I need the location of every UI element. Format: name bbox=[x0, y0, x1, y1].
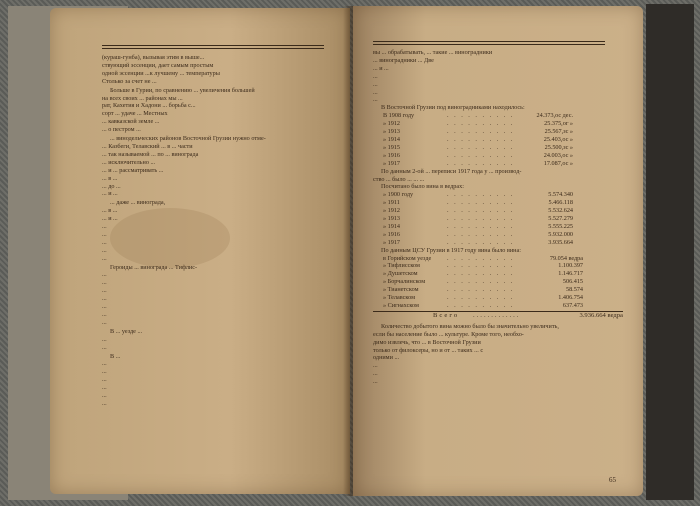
right-text-line: ство ... было ... ... ... bbox=[373, 175, 425, 183]
left-page bbox=[50, 8, 350, 494]
right-text-line: ... bbox=[373, 80, 378, 88]
row-leader-dots: . . . . . . . . . . bbox=[447, 302, 515, 309]
right-text-line: ... bbox=[373, 378, 378, 386]
row-value: 1.100.397 bbox=[558, 262, 583, 270]
left-text-line: ... в ... bbox=[102, 207, 118, 215]
row-label: » 1900 году bbox=[383, 191, 414, 199]
left-text-line: ... о пестром ... bbox=[102, 126, 141, 134]
left-text-line: рат, Кахетия и Хадони ... борьба с... bbox=[102, 102, 196, 110]
left-text-line: ... bbox=[102, 399, 107, 407]
table3-caption: По данным ЦСУ Грузии в 1917 году вина было вина: bbox=[381, 246, 521, 254]
header-rule-thin bbox=[102, 48, 324, 49]
left-text-line: Столько за счет не ... bbox=[102, 77, 157, 85]
right-text-line: одними ... bbox=[373, 354, 400, 362]
left-text-line: ... даже ... винограда, bbox=[110, 199, 166, 207]
row-leader-dots: . . . . . . . . . . bbox=[447, 135, 515, 143]
header-rule bbox=[102, 45, 324, 46]
row-label: » Сигнахском bbox=[383, 302, 419, 309]
left-text-line: ... bbox=[102, 376, 107, 384]
table-row bbox=[383, 302, 583, 310]
left-paragraph bbox=[102, 135, 326, 198]
left-text-line: ... и ... bbox=[102, 215, 118, 223]
left-text-line: ... кавказской земле ... bbox=[102, 118, 160, 126]
table-row bbox=[383, 120, 573, 128]
table-row bbox=[383, 294, 583, 302]
row-value: 506.415 bbox=[562, 278, 583, 286]
table-row bbox=[383, 286, 583, 294]
row-leader-dots: . . . . . . . . . . bbox=[447, 278, 515, 286]
row-leader-dots: . . . . . . . . . . bbox=[447, 238, 515, 246]
row-label: » 1912 bbox=[383, 207, 401, 215]
left-text-line: ... bbox=[102, 271, 107, 279]
row-leader-dots: . . . . . . . . . . bbox=[447, 222, 515, 230]
left-text-line: ... и ... рассматривать ... bbox=[102, 166, 164, 174]
left-paragraph bbox=[102, 264, 326, 327]
row-label: » Тианетском bbox=[383, 286, 419, 294]
left-text-line: ... bbox=[102, 392, 107, 400]
right-text-line: ... bbox=[373, 370, 378, 378]
row-label: » 1911 bbox=[383, 199, 400, 207]
right-page bbox=[353, 6, 643, 496]
table-row bbox=[383, 128, 573, 136]
table-row bbox=[383, 239, 573, 247]
right-text-line: ... bbox=[373, 72, 378, 80]
left-text-line: ... bbox=[102, 368, 107, 376]
row-value: 5.466.118 bbox=[548, 199, 573, 207]
left-paragraph bbox=[102, 87, 326, 134]
right-body-text bbox=[373, 49, 623, 386]
row-leader-dots: . . . . . . . . . . bbox=[447, 191, 515, 199]
left-text-line: ... bbox=[102, 254, 107, 262]
left-text-line: Больше в Гурии, по сравнению ... увеличения большей bbox=[110, 86, 255, 94]
left-text-line: ... bbox=[102, 318, 107, 326]
left-text-line: ... bbox=[102, 335, 107, 343]
left-text-line: ... bbox=[102, 238, 107, 246]
left-text-line: ... так называемой ... по ... винограда bbox=[102, 150, 199, 158]
right-text-line: ... и ... bbox=[373, 64, 389, 72]
left-text-line: ... bbox=[102, 384, 107, 392]
left-text-line: ... bbox=[102, 295, 107, 303]
row-value: 5.532.624 bbox=[548, 207, 573, 215]
left-text-line: В ... уезде ... bbox=[110, 327, 143, 335]
left-text-line: ... винодельческих районов Восточной Грузии нужно отме- bbox=[110, 135, 266, 143]
left-text-line: ... bbox=[102, 303, 107, 311]
table-row bbox=[383, 199, 573, 207]
left-text-line: (кураш-гунба), вызывая этим в выше... bbox=[102, 54, 205, 61]
row-label: » 1913 bbox=[383, 215, 401, 223]
left-paragraph bbox=[102, 199, 326, 262]
row-label: » 1916 bbox=[383, 151, 401, 159]
left-text-line: ... исключительно ... bbox=[102, 158, 156, 166]
row-label: » 1914 bbox=[383, 135, 401, 143]
left-text-line: ... и ... bbox=[102, 190, 118, 198]
left-text-line: ... до ... bbox=[102, 182, 121, 190]
table-row bbox=[383, 223, 573, 231]
left-paragraph bbox=[102, 328, 326, 352]
left-text-line: ствующий эссенции, дает самым простым bbox=[102, 61, 214, 69]
left-text-line: ... bbox=[102, 230, 107, 238]
row-label: » Телавском bbox=[383, 294, 415, 302]
row-label: » Борчалинском bbox=[383, 278, 426, 286]
row-leader-dots: . . . . . . . . . . bbox=[447, 120, 515, 128]
row-value: 5.574.340 bbox=[548, 191, 573, 199]
left-text-line: Героиды ... винограда ... Тифлис- bbox=[110, 263, 198, 271]
row-label: в Горийском уезде bbox=[383, 254, 432, 262]
table-row bbox=[383, 215, 573, 223]
right-board bbox=[646, 4, 694, 500]
left-text-line: В ... bbox=[110, 352, 121, 360]
left-body-text bbox=[102, 54, 326, 409]
row-leader-dots: . . . . . . . . . . bbox=[447, 254, 515, 262]
left-text-line: на всех своих ... районах мы ... bbox=[102, 94, 183, 102]
left-paragraph bbox=[102, 353, 326, 408]
row-leader-dots: . . . . . . . . . . bbox=[447, 230, 515, 238]
left-text-line: ... bbox=[102, 279, 107, 287]
right-text-line: если бы население было ... культуре. Кроме того, необхо- bbox=[373, 330, 524, 338]
table-row bbox=[383, 160, 573, 168]
row-value: 25.403,ос » bbox=[543, 135, 573, 143]
row-leader-dots: . . . . . . . . . . bbox=[447, 128, 515, 136]
left-text-line: ... bbox=[102, 343, 107, 351]
row-leader-dots: . . . . . . . . . . bbox=[447, 151, 515, 159]
right-text-line: ... bbox=[373, 362, 378, 370]
left-text-line: ... bbox=[102, 223, 107, 231]
row-value: 24.003,ос » bbox=[543, 151, 573, 159]
left-text-line: сорт ... удаче ... Местных bbox=[102, 110, 168, 118]
page-number: 65 bbox=[609, 476, 616, 484]
row-value: 1.406.754 bbox=[558, 294, 583, 302]
row-value: 5.555.225 bbox=[548, 222, 573, 230]
row-leader-dots: . . . . . . . . . . bbox=[447, 159, 515, 167]
left-text-line: ... в ... bbox=[102, 174, 118, 182]
right-text-line: вы ... обрабатывать, ... такие ... виноградники bbox=[373, 49, 493, 56]
row-leader-dots: . . . . . . . . . . bbox=[447, 262, 515, 270]
table-row bbox=[383, 136, 573, 144]
row-leader-dots: . . . . . . . . . . bbox=[447, 215, 515, 223]
row-leader-dots: . . . . . . . . . . bbox=[447, 270, 515, 278]
header-rule-thin bbox=[373, 44, 605, 45]
table1-caption: В Восточной Грузии под виноградниками находилось: bbox=[381, 104, 525, 112]
right-text-line: ... bbox=[373, 96, 378, 104]
left-text-line: ... Казбеги, Телавский ... в ... части bbox=[102, 142, 193, 150]
row-label: » 1914 bbox=[383, 222, 401, 230]
row-label: » 1916 bbox=[383, 230, 401, 238]
right-text-line: ... bbox=[373, 88, 378, 96]
row-label: » 1913 bbox=[383, 128, 401, 136]
total-row: Всего ............. 3.936.664 ведра bbox=[373, 311, 623, 320]
table-row bbox=[383, 112, 573, 120]
row-value: 5.527.279 bbox=[548, 215, 573, 223]
total-label: Всего bbox=[433, 311, 460, 319]
table-row bbox=[383, 191, 573, 199]
left-text-line: ... bbox=[102, 287, 107, 295]
header-rule bbox=[373, 41, 605, 42]
right-text-line: димо извлечь, что ... в Восточной Грузии bbox=[373, 338, 481, 346]
row-value: 17.087,ос » bbox=[543, 159, 573, 167]
table2-caption: Посчитано было вина в ведрах: bbox=[381, 183, 464, 191]
table-row bbox=[383, 270, 583, 278]
row-label: » Тифлисском bbox=[383, 262, 420, 270]
row-label: В 1908 году bbox=[383, 112, 415, 120]
table-row bbox=[383, 278, 583, 286]
left-paragraph bbox=[102, 54, 326, 86]
right-text-line: По данным 2-ой ... переписи 1917 года у ... производ- bbox=[381, 167, 522, 175]
row-value: 79.054 ведра bbox=[549, 254, 583, 262]
right-text-line: только от филоксеры, но и от ... таких ... с bbox=[373, 346, 484, 354]
wine-output-table bbox=[373, 191, 573, 246]
row-value: 25.500,зс » bbox=[544, 143, 573, 151]
row-label: » 1917 bbox=[383, 159, 401, 167]
row-value: 637.473 bbox=[562, 302, 583, 309]
row-leader-dots: . . . . . . . . . . bbox=[447, 207, 515, 215]
wine-by-district-table bbox=[373, 255, 583, 310]
left-text-line: ... bbox=[102, 360, 107, 368]
left-text-line: ... bbox=[102, 246, 107, 254]
row-label: » Душетском bbox=[383, 270, 418, 278]
table-row bbox=[383, 144, 573, 152]
row-label: » 1915 bbox=[383, 143, 401, 151]
right-text-line: Количество добытого вина можно было бы значительно увеличить, bbox=[381, 322, 559, 330]
row-value: 5.932.000 bbox=[548, 230, 573, 238]
row-leader-dots: . . . . . . . . . . bbox=[447, 143, 515, 151]
row-value: 58.574 bbox=[565, 286, 583, 294]
left-text-line: одной эссенции ...к лучшему ... температуры bbox=[102, 69, 220, 77]
row-value: 3.935.664 bbox=[548, 238, 573, 246]
row-label: » 1917 bbox=[383, 238, 401, 246]
right-text-line: ... виноградники ... Две bbox=[373, 56, 434, 64]
vineyard-area-table bbox=[373, 112, 573, 167]
row-leader-dots: . . . . . . . . . . bbox=[447, 286, 515, 294]
row-leader-dots: . . . . . . . . . . bbox=[447, 294, 515, 302]
row-value: 25.375,ог » bbox=[544, 120, 573, 128]
table-row bbox=[383, 262, 583, 270]
table-row bbox=[383, 231, 573, 239]
row-label: » 1912 bbox=[383, 120, 401, 128]
row-value: 1.146.717 bbox=[558, 270, 583, 278]
row-leader-dots: . . . . . . . . . . bbox=[447, 199, 515, 207]
total-value: 3.936.664 ведра bbox=[579, 311, 623, 319]
table-row bbox=[383, 207, 573, 215]
left-text-line: ... bbox=[102, 311, 107, 318]
table-row bbox=[383, 152, 573, 160]
row-value: 25.567,зс » bbox=[544, 128, 573, 136]
row-value: 24.373,ос дес. bbox=[536, 112, 573, 120]
row-leader-dots: . . . . . . . . . . bbox=[447, 112, 515, 120]
table-row bbox=[383, 255, 583, 263]
